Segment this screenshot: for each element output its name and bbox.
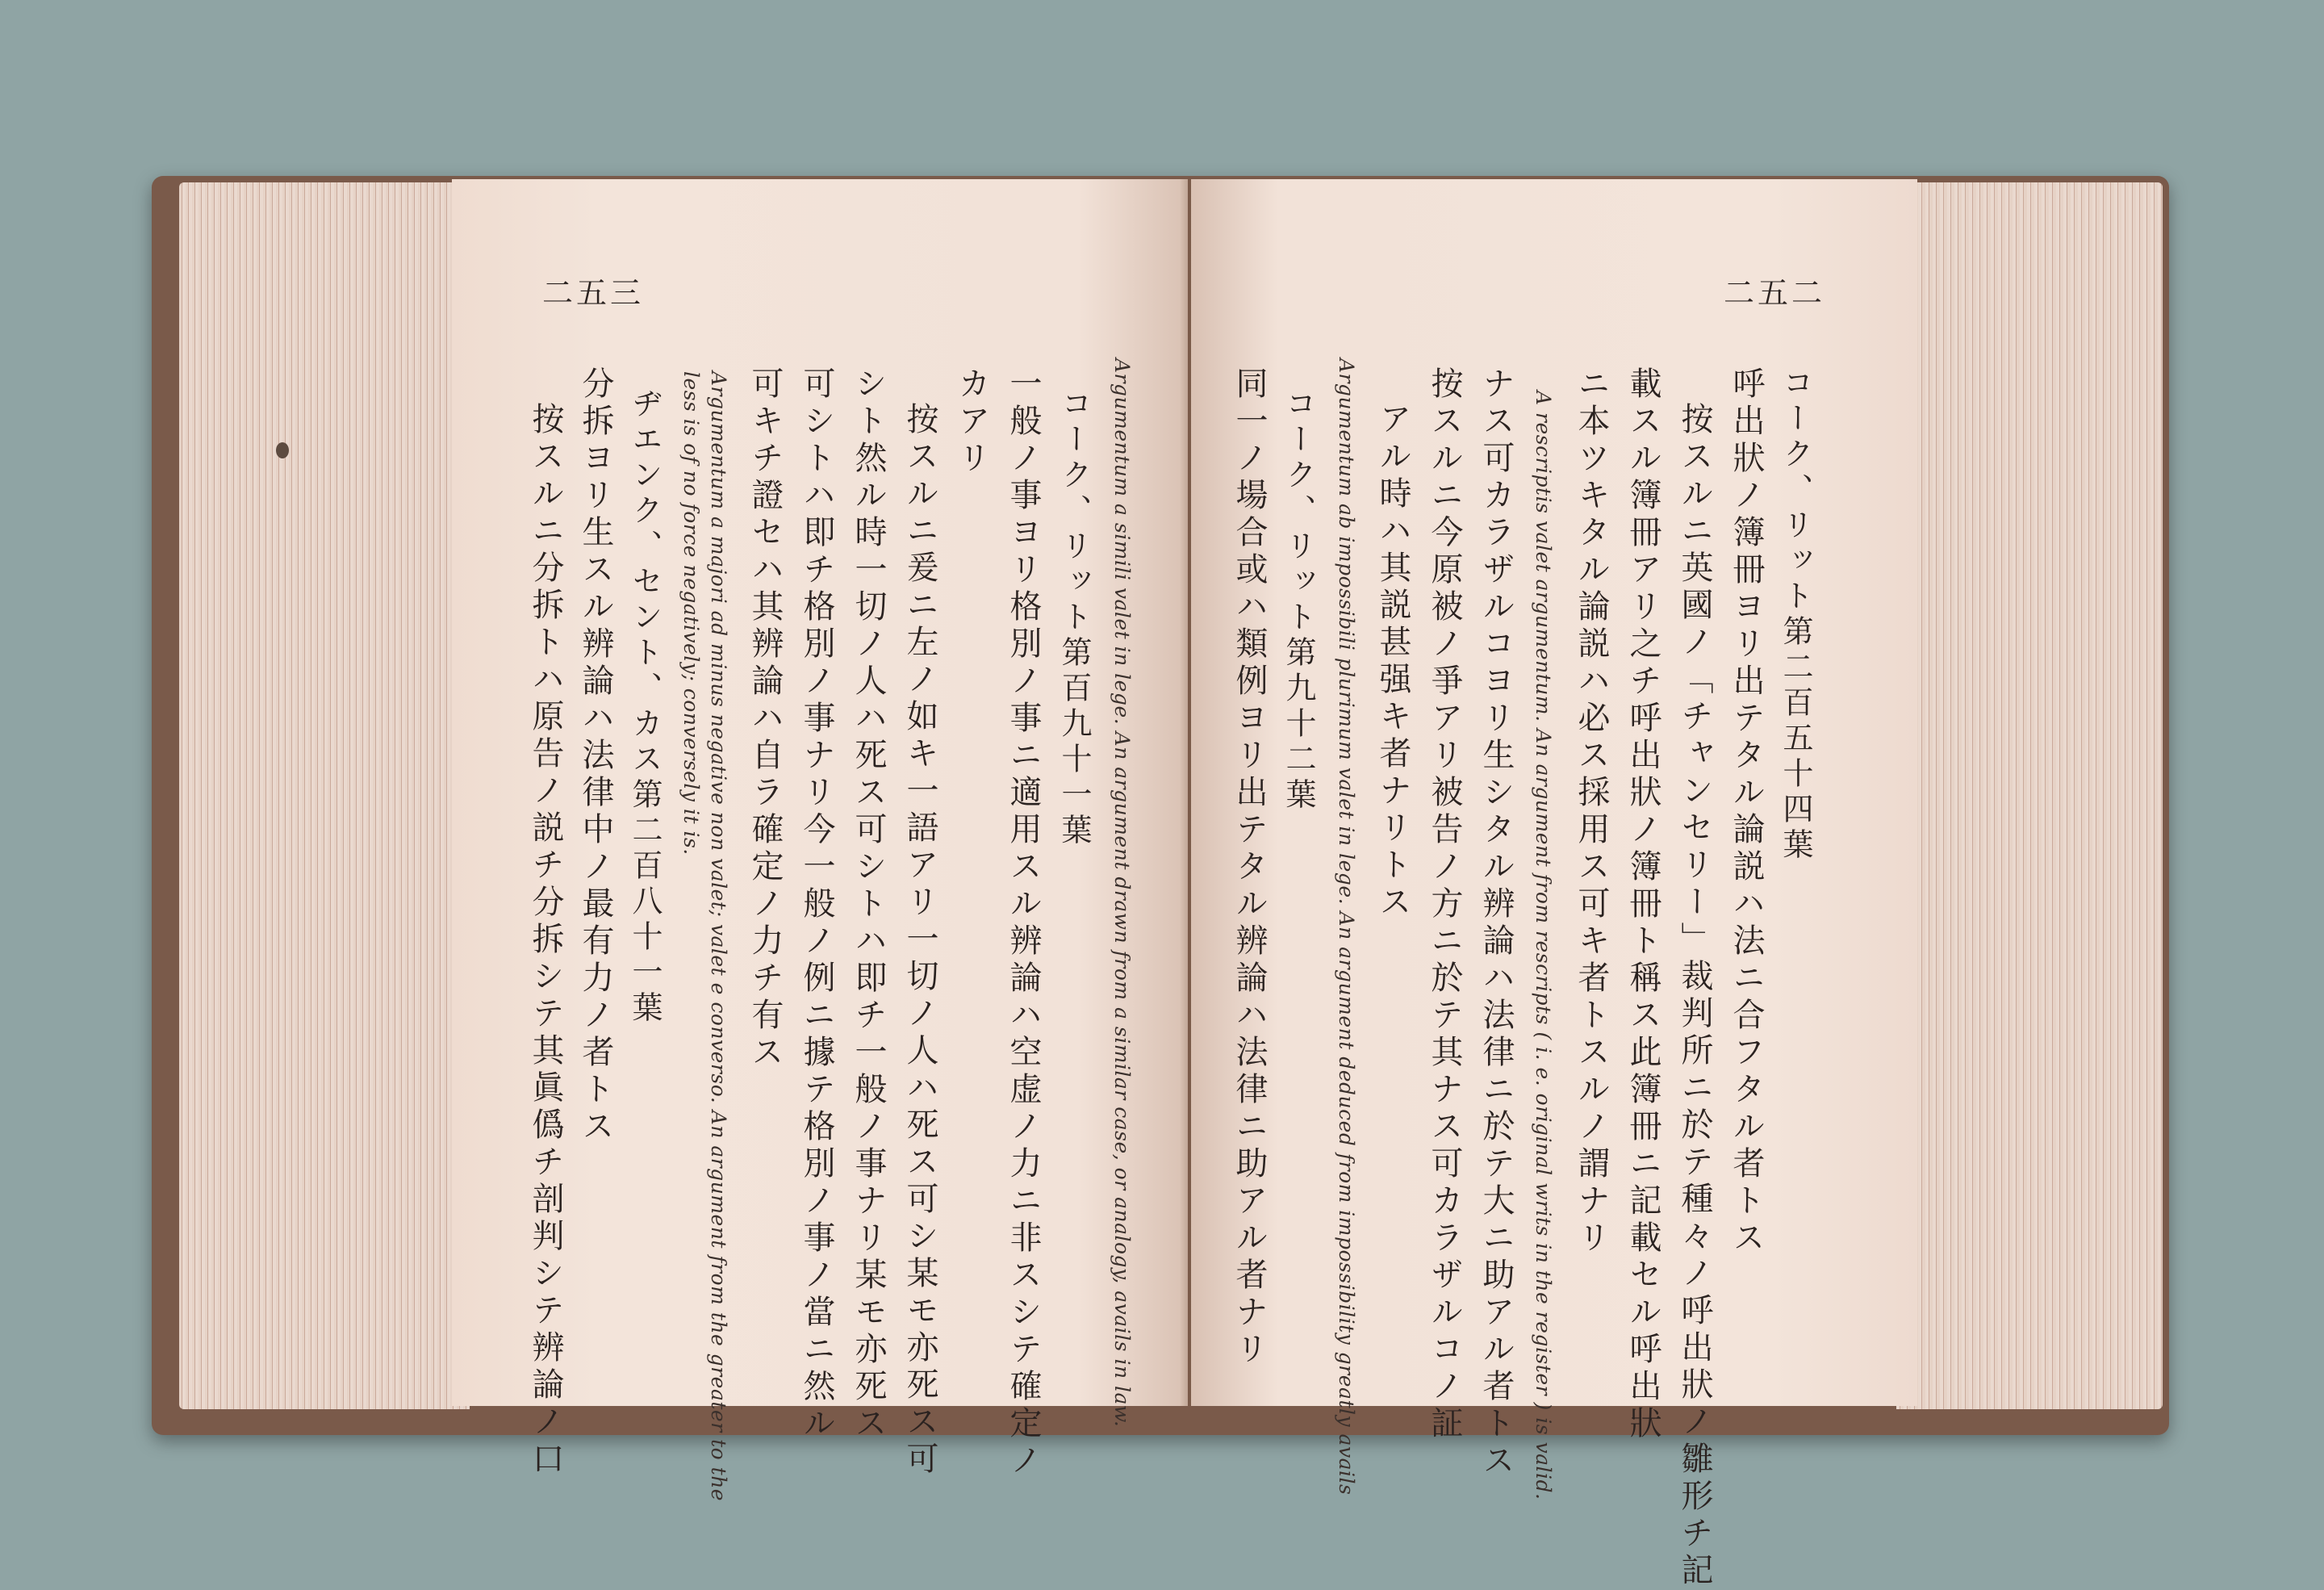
left-col-3: カアリ	[953, 366, 990, 478]
left-col-2: 一般ノ事ヨリ格別ノ事ニ適用スル辨論ハ空虚ノ力ニ非スシテ確定ノ	[1005, 366, 1042, 1480]
right-col-0: コーク、リット第二百五十四葉	[1778, 366, 1813, 864]
left-col-0: Argumentum a simili valet in lege. An argument drawn from a similar case, or analogy, avails in law.	[1110, 358, 1134, 1428]
right-col-10: コーク、リット第九十二葉	[1281, 387, 1316, 814]
left-col-10: ヂエンク、セント、カス第二百八十一葉	[627, 387, 663, 1027]
right-page-number: 二五二	[1724, 275, 1826, 311]
left-page	[452, 179, 1188, 1502]
left-col-8: Argumentum a majori ad minus negative non valet; valet e converso. An argument from the greater to the	[707, 371, 730, 1502]
right-col-1: 呼出狀ノ簿冊ヨリ出テタル論説ハ法ニ合フタル者トス	[1728, 366, 1765, 1257]
left-page-edges	[179, 182, 470, 1409]
left-col-5: シト然ル時一切ノ人ハ死ス可シトハ即チ一般ノ事ナリ某モ亦死ス	[850, 366, 887, 1443]
right-col-4: ニ本ツキタル論説ハ必ス採用ス可キ者トスルノ謂ナリ	[1573, 366, 1610, 1257]
right-page-edges	[1896, 182, 2163, 1409]
left-col-12: 按スルニ分拆トハ原告ノ説チ分拆シテ其眞僞チ剖判シテ辨論ノ口	[527, 402, 564, 1479]
left-col-6: 可シトハ即チ格別ノ事ナリ今一般ノ例ニ據テ格別ノ事ノ當ニ然ル	[798, 366, 835, 1443]
right-col-5: A rescriptis valet argumentum. An argument from rescripts ( i. e. original writs in the register ) is valid.	[1532, 391, 1555, 1500]
left-col-11: 分拆ヨリ生スル辨論ハ法律中ノ最有力ノ者トス	[577, 366, 614, 1146]
right-col-3: 載スル簿冊アリ之チ呼出狀ノ簿冊ト稱ス此簿冊ニ記載セル呼出狀	[1624, 366, 1661, 1443]
binding-hole	[276, 442, 289, 458]
right-col-2: 按スルニ英國ノ「チャンセリー」裁判所ニ於テ種々ノ呼出狀ノ雛形チ記	[1676, 402, 1713, 1590]
left-col-4: 按スルニ爰ニ左ノ如キ一語アリ一切ノ人ハ死ス可シ某モ亦死ス可	[901, 402, 938, 1479]
left-col-1: コーク、リット第百九十一葉	[1056, 387, 1092, 849]
right-col-7: 按スルニ今原被ノ爭アリ被告ノ方ニ於テ其ナス可カラザルコノ証	[1426, 366, 1463, 1443]
left-page-number: 二五三	[542, 275, 645, 311]
right-col-11: 同一ノ場合或ハ類例ヨリ出テタル辨論ハ法律ニ助アル者ナリ	[1231, 366, 1268, 1369]
left-col-9: less is of no force negatively; conversely it is.	[679, 371, 703, 856]
right-page	[1191, 179, 1917, 1590]
right-col-8: アル時ハ其説甚强キ者ナリトス	[1374, 402, 1411, 922]
right-col-6: ナス可カラザルコヨリ生シタル辨論ハ法律ニ於テ大ニ助アル者トス	[1478, 366, 1515, 1480]
right-col-9: Argumentum ab impossibili plurimum valet in lege. An argument deduced from impossibility greatly avails	[1335, 358, 1358, 1496]
left-col-7: 可キチ證セハ其辨論ハ自ラ確定ノ力チ有ス	[746, 366, 784, 1072]
